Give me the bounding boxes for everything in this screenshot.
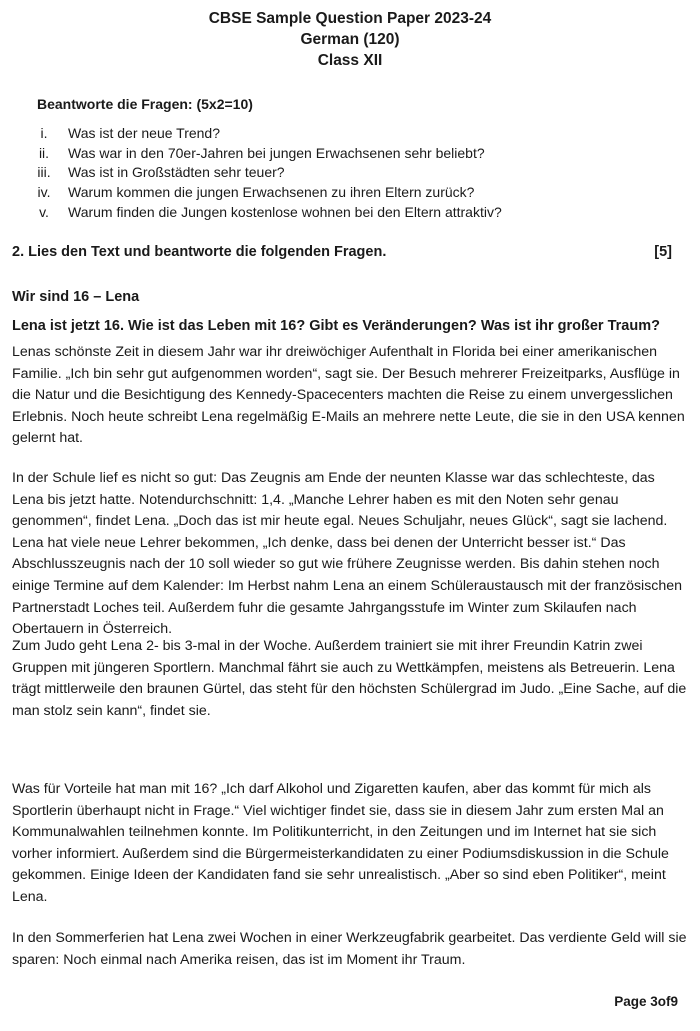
question-number: v. <box>39 203 49 220</box>
question-text: Warum finden die Jungen kostenlose wohnen bei den Eltern attraktiv? <box>68 203 502 220</box>
paper-header <box>0 8 700 71</box>
page-number: Page 3of9 <box>614 994 678 1009</box>
question-item <box>26 203 666 223</box>
section-2-heading <box>12 244 672 260</box>
section-2-marks: [5] <box>654 244 672 260</box>
paper-title: CBSE Sample Question Paper 2023-24 <box>208 10 492 27</box>
article-lead: Lena ist jetzt 16. Wie ist das Leben mit 16? Gibt es Veränderungen? Was ist ihr großer Traum? <box>12 318 660 334</box>
article-paragraph-1: Lenas schönste Zeit in diesem Jahr war ihr dreiwöchiger Aufenthalt in Florida bei einer amerikanischen Familie. „Ich bin sehr gut aufgenommen worden“, sagt sie. Der Besuch mehrerer Freizeitparks, Ausflüge in die Natur und die Besichtigung des Kennedy-Spacecenters machten die Reise zu einem unvergesslichen Erlebnis. Noch heute schreibt Lena regelmäßig E-Mails an mehrere nette Leute, die sie in den USA kennen gelernt hat. <box>12 344 685 447</box>
article-paragraph-2: In der Schule lief es nicht so gut: Das Zeugnis am Ende der neunten Klasse war das schlechteste, das Lena bis jetzt hatte. Notendurchschnitt: 1,4. „Manche Lehrer haben es mit den Noten sehr genau genommen“, findet Lena. „Doch das ist mir heute egal. Neues Schuljahr, neues Glück“, sagt sie lachend. Lena hat viele neue Lehrer bekommen, „Ich denke, dass bei denen der Unterricht besser ist.“ Das Abschlusszeugnis nach der 10 soll wieder so gut wie frühere Zeugnisse werden. Bis dahin stehen noch einige Termine auf dem Kalender: Im Herbst nahm Lena an einem Schüleraustausch mit der französischen Partnerstadt Loches teil. Außerdem fuhr die gesamte Jahrgangsstufe im Winter zum Skilaufen nach Obertauern in Österreich. <box>12 470 683 638</box>
question-item <box>26 144 666 164</box>
article-paragraph-4: Was für Vorteile hat man mit 16? „Ich darf Alkohol und Zigaretten kaufen, aber das kommt für mich als Sportlerin überhaupt nicht in Frage.“ Viel wichtiger findet sie, dass sie in diesem Jahr zum ersten Mal an Kommunalwahlen teilnehmen konnte. Im Politikunterricht, in den Zeitungen und im Internet hat sie sich vorher informiert. Außerdem sind die Bürgermeisterkandidaten zu einer Podiumsdiskussion in die Schule gekommen. Einige Ideen der Kandidaten fand sie sehr unrealistisch. „Aber so sind eben Politiker“, meint Lena. <box>12 781 669 905</box>
article-subtitle: Wir sind 16 – Lena <box>12 289 140 305</box>
class-title: Class XII <box>317 52 383 69</box>
question-item <box>26 124 666 144</box>
question-text: Was ist der neue Trend? <box>68 125 221 141</box>
article-paragraph-3: Zum Judo geht Lena 2- bis 3-mal in der Woche. Außerdem trainiert sie mit ihrer Freundin Katrin zwei Gruppen mit jüngeren Sportlern. Manchmal fährt sie auch zu Wettkämpfen, meistens als Betreuerin. Lena trägt mittlerweile den braunen Gürtel, das steht für den höchsten Schülergrad im Judo. „Eine Sache, auf die man stolz sein kann“, findet sie. <box>12 638 687 719</box>
question-list <box>26 124 666 223</box>
question-text: Was war in den 70er-Jahren bei jungen Erwachsenen sehr beliebt? <box>68 144 485 161</box>
question-text: Warum kommen die jungen Erwachsenen zu ihren Eltern zurück? <box>68 184 475 201</box>
question-number: i. <box>40 125 48 141</box>
section-2-title: 2. Lies den Text und beantworte die folgenden Fragen. <box>12 244 387 260</box>
question-number: iv. <box>37 184 51 201</box>
question-item <box>26 163 666 183</box>
article-paragraph-5: In den Sommerferien hat Lena zwei Wochen in einer Werkzeugfabrik gearbeitet. Das verdiente Geld will sie sparen: Noch einmal nach Amerika reisen, das ist im Moment ihr Traum. <box>12 930 687 968</box>
question-instruction: Beantworte die Fragen: (5x2=10) <box>37 96 253 112</box>
subject-title: German (120) <box>300 31 400 48</box>
question-number: ii. <box>38 144 50 161</box>
question-item <box>26 183 666 203</box>
question-number: iii. <box>37 164 51 181</box>
question-text: Was ist in Großstädten sehr teuer? <box>68 164 285 181</box>
